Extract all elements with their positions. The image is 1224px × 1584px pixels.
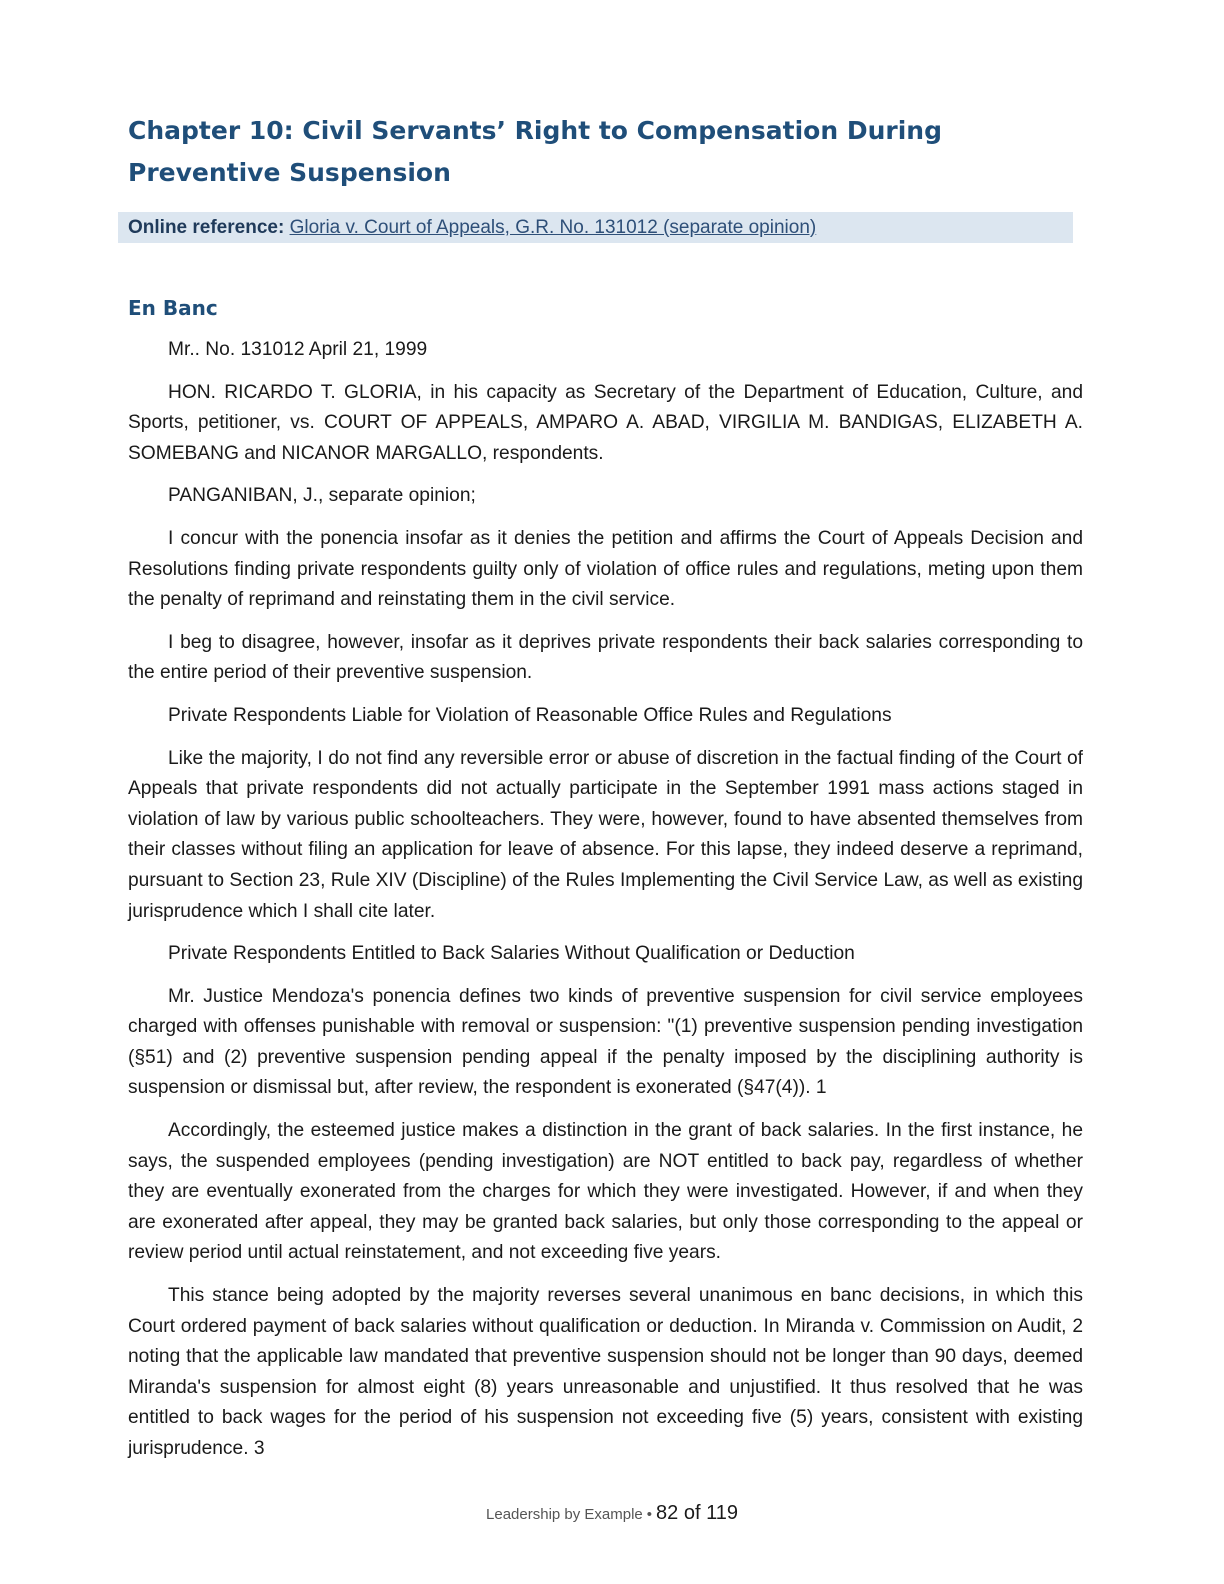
court-heading: En Banc [128, 296, 218, 320]
opinion-author: PANGANIBAN, J., separate opinion; [168, 485, 476, 507]
page-number: 82 of 119 [656, 1502, 738, 1524]
section-subheading: Private Respondents Entitled to Back Salaries Without Qualification or Deduction [168, 943, 855, 965]
paragraph: This stance being adopted by the majority reverses several unanimous en banc decisions, in which this Court ordered payment of back salaries without qualification or deduction. In Miranda v. Commission on Audit, 2 noting that the applicable law mandated that preventive suspension should not be longer than 90 days, deemed Miranda's suspension for almost eight (8) years unreasonable and unjustified. It thus resolved that he was entitled to back wages for the period of his suspension not exceeding five (5) years, consistent with existing jurisprudence. 3 [128, 1285, 1083, 1459]
paragraph: I beg to disagree, however, insofar as it deprives private respondents their back salaries corresponding to the entire period of their preventive suspension. [128, 631, 1083, 684]
online-reference-label: Online reference: [128, 217, 285, 238]
paragraph: Mr. Justice Mendoza's ponencia defines two kinds of preventive suspension for civil service employees charged with offenses punishable with removal or suspension: "(1) preventive suspension pending investigation (§51) and (2) preventive suspension pending appeal if the penalty imposed by the disciplining authority is suspension or dismissal but, after review, the respondent is exonerated (§47(4)). 1 [128, 985, 1083, 1099]
opinion-body [128, 335, 1083, 1477]
paragraph: Accordingly, the esteemed justice makes a distinction in the grant of back salaries. In the first instance, he says, the suspended employees (pending investigation) are NOT entitled to back pay, regardless of whether they are eventually exonerated from the charges for which they were investigated. However, if and when they are exonerated after appeal, they may be granted back salaries, but only those corresponding to the appeal or review period until actual reinstatement, and not exceeding five years. [128, 1120, 1083, 1264]
online-reference-link[interactable]: Gloria v. Court of Appeals, G.R. No. 131012 (separate opinion) [289, 217, 817, 238]
case-number: Mr.. No. 131012 April 21, 1999 [168, 339, 428, 360]
section-subheading: Private Respondents Liable for Violation of Reasonable Office Rules and Regulations [168, 704, 892, 726]
online-reference-bar [118, 212, 1073, 243]
paragraph: Like the majority, I do not find any reversible error or abuse of discretion in the factual finding of the Court of Appeals that private respondents did not actually participate in the September 1991 mass actions staged in violation of law by various public schoolteachers. They were, however, found to have absented themselves from their classes without filing an application for leave of absence. For this lapse, they indeed deserve a reprimand, pursuant to Section 23, Rule XIV (Discipline) of the Rules Implementing the Civil Service Law, as well as existing jurisprudence which I shall cite later. [128, 747, 1083, 922]
case-parties: HON. RICARDO T. GLORIA, in his capacity as Secretary of the Department of Education, Culture, and Sports, petitioner, vs. COURT OF APPEALS, AMPARO A. ABAD, VIRGILIA M. BANDIGAS, ELIZABETH A. SOMEBANG and NICANOR MARGALLO, respondents. [128, 381, 1083, 464]
footer-book-title: Leadership by Example [486, 1506, 643, 1523]
page-footer [0, 1496, 1224, 1532]
paragraph: I concur with the ponencia insofar as it denies the petition and affirms the Court of Appeals Decision and Resolutions finding private respondents guilty only of violation of office rules and regulations, meting upon them the penalty of reprimand and reinstating them in the civil service. [128, 527, 1083, 611]
footer-separator: • [646, 1506, 653, 1523]
chapter-title: Chapter 10: Civil Servants’ Right to Compensation During Preventive Suspension [128, 116, 942, 187]
